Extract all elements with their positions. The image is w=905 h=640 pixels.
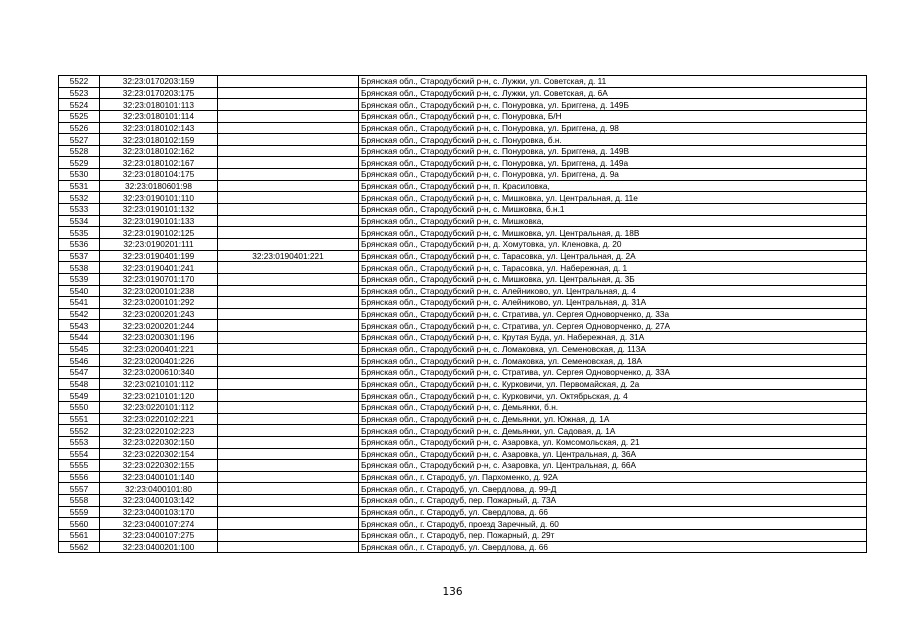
address-cell: Брянская обл., Стародубский р-н, с. Стратива, ул. Сергея Одноворченко, д. 33А <box>359 367 867 379</box>
row-number-cell: 5536 <box>59 238 100 250</box>
row-number-cell: 5551 <box>59 413 100 425</box>
row-number-cell: 5524 <box>59 99 100 111</box>
linked-cadastral-number-cell <box>218 273 359 285</box>
table-row <box>59 180 867 192</box>
address-cell: Брянская обл., Стародубский р-н, с. Мишковка, <box>359 215 867 227</box>
row-number-cell: 5537 <box>59 250 100 262</box>
table-row <box>59 297 867 309</box>
cadastral-number-cell: 32:23:0200201:244 <box>100 320 218 332</box>
cadastral-number-cell: 32:23:0400103:142 <box>100 495 218 507</box>
table-row <box>59 367 867 379</box>
linked-cadastral-number-cell <box>218 99 359 111</box>
registry-table <box>58 75 867 553</box>
table-row <box>59 378 867 390</box>
row-number-cell: 5533 <box>59 204 100 216</box>
linked-cadastral-number-cell <box>218 483 359 495</box>
table-row <box>59 157 867 169</box>
row-number-cell: 5532 <box>59 192 100 204</box>
linked-cadastral-number-cell <box>218 425 359 437</box>
table-row <box>59 134 867 146</box>
table-row <box>59 204 867 216</box>
cadastral-number-cell: 32:23:0200610:340 <box>100 367 218 379</box>
cadastral-number-cell: 32:23:0210101:120 <box>100 390 218 402</box>
table-row <box>59 460 867 472</box>
linked-cadastral-number-cell <box>218 506 359 518</box>
row-number-cell: 5529 <box>59 157 100 169</box>
table-row <box>59 541 867 553</box>
table-row <box>59 87 867 99</box>
linked-cadastral-number-cell <box>218 320 359 332</box>
linked-cadastral-number-cell <box>218 460 359 472</box>
table-row <box>59 192 867 204</box>
address-cell: Брянская обл., Стародубский р-н, с. Тарасовка, ул. Центральная, д. 2А <box>359 250 867 262</box>
linked-cadastral-number-cell <box>218 145 359 157</box>
row-number-cell: 5542 <box>59 308 100 320</box>
cadastral-number-cell: 32:23:0220102:223 <box>100 425 218 437</box>
cadastral-number-cell: 32:23:0400103:170 <box>100 506 218 518</box>
linked-cadastral-number-cell <box>218 448 359 460</box>
cadastral-number-cell: 32:23:0180101:113 <box>100 99 218 111</box>
address-cell: Брянская обл., Стародубский р-н, с. Понуровка, Б/Н <box>359 110 867 122</box>
cadastral-number-cell: 32:23:0190101:110 <box>100 192 218 204</box>
table-row <box>59 76 867 88</box>
cadastral-number-cell: 32:23:0180601:98 <box>100 180 218 192</box>
address-cell: Брянская обл., Стародубский р-н, с. Понуровка, ул. Бриггена, д. 9а <box>359 169 867 181</box>
row-number-cell: 5541 <box>59 297 100 309</box>
linked-cadastral-number-cell <box>218 204 359 216</box>
address-cell: Брянская обл., Стародубский р-н, с. Азаровка, ул. Центральная, д. 36А <box>359 448 867 460</box>
linked-cadastral-number-cell <box>218 529 359 541</box>
cadastral-number-cell: 32:23:0190102:125 <box>100 227 218 239</box>
row-number-cell: 5557 <box>59 483 100 495</box>
table-row <box>59 110 867 122</box>
linked-cadastral-number-cell <box>218 262 359 274</box>
address-cell: Брянская обл., Стародубский р-н, с. Демьянки, ул. Южная, д. 1А <box>359 413 867 425</box>
row-number-cell: 5534 <box>59 215 100 227</box>
table-row <box>59 308 867 320</box>
row-number-cell: 5556 <box>59 471 100 483</box>
address-cell: Брянская обл., Стародубский р-н, с. Лужки, ул. Советская, д. 11 <box>359 76 867 88</box>
linked-cadastral-number-cell <box>218 401 359 413</box>
row-number-cell: 5538 <box>59 262 100 274</box>
row-number-cell: 5558 <box>59 495 100 507</box>
row-number-cell: 5545 <box>59 343 100 355</box>
address-cell: Брянская обл., Стародубский р-н, с. Понуровка, б.н. <box>359 134 867 146</box>
address-cell: Брянская обл., Стародубский р-н, с. Мишковка, ул. Центральная, д. 3Б <box>359 273 867 285</box>
cadastral-number-cell: 32:23:0180102:159 <box>100 134 218 146</box>
cadastral-number-cell: 32:23:0200401:226 <box>100 355 218 367</box>
table-row <box>59 425 867 437</box>
linked-cadastral-number-cell <box>218 76 359 88</box>
linked-cadastral-number-cell <box>218 332 359 344</box>
table-row <box>59 436 867 448</box>
row-number-cell: 5525 <box>59 110 100 122</box>
table-row <box>59 483 867 495</box>
row-number-cell: 5552 <box>59 425 100 437</box>
table-row <box>59 99 867 111</box>
row-number-cell: 5559 <box>59 506 100 518</box>
address-cell: Брянская обл., г. Стародуб, проезд Заречный, д. 60 <box>359 518 867 530</box>
table-row <box>59 262 867 274</box>
address-cell: Брянская обл., г. Стародуб, ул. Свердлова, д. 99-Д <box>359 483 867 495</box>
address-cell: Брянская обл., г. Стародуб, ул. Свердлова, д. 66 <box>359 506 867 518</box>
address-cell: Брянская обл., Стародубский р-н, с. Понуровка, ул. Бриггена, д. 149а <box>359 157 867 169</box>
table-row <box>59 506 867 518</box>
table-row <box>59 413 867 425</box>
cadastral-number-cell: 32:23:0180101:114 <box>100 110 218 122</box>
address-cell: Брянская обл., Стародубский р-н, с. Мишковка, б.н.1 <box>359 204 867 216</box>
row-number-cell: 5530 <box>59 169 100 181</box>
cadastral-number-cell: 32:23:0200201:243 <box>100 308 218 320</box>
table-row <box>59 273 867 285</box>
cadastral-number-cell: 32:23:0200101:238 <box>100 285 218 297</box>
linked-cadastral-number-cell <box>218 390 359 402</box>
linked-cadastral-number-cell <box>218 367 359 379</box>
table-row <box>59 355 867 367</box>
cadastral-number-cell: 32:23:0400107:274 <box>100 518 218 530</box>
cadastral-number-cell: 32:23:0220302:150 <box>100 436 218 448</box>
linked-cadastral-number-cell <box>218 122 359 134</box>
linked-cadastral-number-cell <box>218 238 359 250</box>
table-row <box>59 169 867 181</box>
address-cell: Брянская обл., Стародубский р-н, с. Демьянки, б.н. <box>359 401 867 413</box>
linked-cadastral-number-cell <box>218 436 359 448</box>
address-cell: Брянская обл., г. Стародуб, пер. Пожарный, д. 73А <box>359 495 867 507</box>
cadastral-number-cell: 32:23:0180102:143 <box>100 122 218 134</box>
linked-cadastral-number-cell <box>218 180 359 192</box>
cadastral-number-cell: 32:23:0190701:170 <box>100 273 218 285</box>
row-number-cell: 5560 <box>59 518 100 530</box>
address-cell: Брянская обл., Стародубский р-н, с. Алейниково, ул. Центральная, д. 4 <box>359 285 867 297</box>
linked-cadastral-number-cell <box>218 541 359 553</box>
table-row <box>59 448 867 460</box>
table-row <box>59 122 867 134</box>
linked-cadastral-number-cell <box>218 215 359 227</box>
cadastral-number-cell: 32:23:0220302:154 <box>100 448 218 460</box>
address-cell: Брянская обл., Стародубский р-н, с. Курковичи, ул. Октябрьская, д. 4 <box>359 390 867 402</box>
row-number-cell: 5554 <box>59 448 100 460</box>
row-number-cell: 5547 <box>59 367 100 379</box>
row-number-cell: 5522 <box>59 76 100 88</box>
linked-cadastral-number-cell: 32:23:0190401:221 <box>218 250 359 262</box>
address-cell: Брянская обл., Стародубский р-н, с. Мишковка, ул. Центральная, д. 18В <box>359 227 867 239</box>
linked-cadastral-number-cell <box>218 192 359 204</box>
row-number-cell: 5527 <box>59 134 100 146</box>
linked-cadastral-number-cell <box>218 110 359 122</box>
linked-cadastral-number-cell <box>218 413 359 425</box>
address-cell: Брянская обл., г. Стародуб, ул. Пархоменко, д. 92А <box>359 471 867 483</box>
row-number-cell: 5531 <box>59 180 100 192</box>
linked-cadastral-number-cell <box>218 169 359 181</box>
cadastral-number-cell: 32:23:0220101:112 <box>100 401 218 413</box>
table-row <box>59 401 867 413</box>
address-cell: Брянская обл., Стародубский р-н, с. Понуровка, ул. Бриггена, д. 98 <box>359 122 867 134</box>
cadastral-number-cell: 32:23:0200301:196 <box>100 332 218 344</box>
address-cell: Брянская обл., Стародубский р-н, д. Хомутовка, ул. Кленовка, д. 20 <box>359 238 867 250</box>
address-cell: Брянская обл., Стародубский р-н, с. Демьянки, ул. Садовая, д. 1А <box>359 425 867 437</box>
row-number-cell: 5561 <box>59 529 100 541</box>
cadastral-number-cell: 32:23:0190401:199 <box>100 250 218 262</box>
table-row <box>59 518 867 530</box>
cadastral-number-cell: 32:23:0180104:175 <box>100 169 218 181</box>
cadastral-number-cell: 32:23:0190101:132 <box>100 204 218 216</box>
linked-cadastral-number-cell <box>218 87 359 99</box>
cadastral-number-cell: 32:23:0400101:140 <box>100 471 218 483</box>
cadastral-number-cell: 32:23:0190101:133 <box>100 215 218 227</box>
address-cell: Брянская обл., Стародубский р-н, с. Тарасовка, ул. Набережная, д. 1 <box>359 262 867 274</box>
table-row <box>59 495 867 507</box>
linked-cadastral-number-cell <box>218 297 359 309</box>
cadastral-number-cell: 32:23:0400201:100 <box>100 541 218 553</box>
address-cell: Брянская обл., Стародубский р-н, с. Азаровка, ул. Центральная, д. 66А <box>359 460 867 472</box>
row-number-cell: 5528 <box>59 145 100 157</box>
row-number-cell: 5523 <box>59 87 100 99</box>
row-number-cell: 5549 <box>59 390 100 402</box>
row-number-cell: 5535 <box>59 227 100 239</box>
linked-cadastral-number-cell <box>218 471 359 483</box>
linked-cadastral-number-cell <box>218 343 359 355</box>
table-row <box>59 320 867 332</box>
cadastral-number-cell: 32:23:0180102:162 <box>100 145 218 157</box>
linked-cadastral-number-cell <box>218 134 359 146</box>
cadastral-number-cell: 32:23:0200401:221 <box>100 343 218 355</box>
cadastral-number-cell: 32:23:0400101:80 <box>100 483 218 495</box>
cadastral-number-cell: 32:23:0170203:175 <box>100 87 218 99</box>
address-cell: Брянская обл., Стародубский р-н, с. Курковичи, ул. Первомайская, д. 2а <box>359 378 867 390</box>
row-number-cell: 5540 <box>59 285 100 297</box>
address-cell: Брянская обл., г. Стародуб, ул. Свердлова, д. 66 <box>359 541 867 553</box>
cadastral-number-cell: 32:23:0400107:275 <box>100 529 218 541</box>
cadastral-number-cell: 32:23:0200101:292 <box>100 297 218 309</box>
address-cell: Брянская обл., Стародубский р-н, с. Стратива, ул. Сергея Одноворченко, д. 33а <box>359 308 867 320</box>
table-row <box>59 238 867 250</box>
table-row <box>59 215 867 227</box>
linked-cadastral-number-cell <box>218 378 359 390</box>
address-cell: Брянская обл., г. Стародуб, пер. Пожарный, д. 29т <box>359 529 867 541</box>
row-number-cell: 5544 <box>59 332 100 344</box>
address-cell: Брянская обл., Стародубский р-н, с. Крутая Буда, ул. Набережная, д. 31А <box>359 332 867 344</box>
address-cell: Брянская обл., Стародубский р-н, с. Понуровка, ул. Бриггена, д. 149В <box>359 145 867 157</box>
linked-cadastral-number-cell <box>218 495 359 507</box>
table-row <box>59 343 867 355</box>
cadastral-number-cell: 32:23:0170203:159 <box>100 76 218 88</box>
cadastral-number-cell: 32:23:0190401:241 <box>100 262 218 274</box>
row-number-cell: 5548 <box>59 378 100 390</box>
table-row <box>59 145 867 157</box>
linked-cadastral-number-cell <box>218 285 359 297</box>
table-row <box>59 332 867 344</box>
address-cell: Брянская обл., Стародубский р-н, с. Азаровка, ул. Комсомольская, д. 21 <box>359 436 867 448</box>
cadastral-number-cell: 32:23:0180102:167 <box>100 157 218 169</box>
address-cell: Брянская обл., Стародубский р-н, с. Ломаковка, ул. Семеновская, д. 113А <box>359 343 867 355</box>
cadastral-number-cell: 32:23:0220102:221 <box>100 413 218 425</box>
page-number: 136 <box>442 586 463 598</box>
cadastral-number-cell: 32:23:0210101:112 <box>100 378 218 390</box>
table-row <box>59 250 867 262</box>
row-number-cell: 5550 <box>59 401 100 413</box>
address-cell: Брянская обл., Стародубский р-н, с. Мишковка, ул. Центральная, д. 11е <box>359 192 867 204</box>
row-number-cell: 5546 <box>59 355 100 367</box>
address-cell: Брянская обл., Стародубский р-н, с. Ломаковка, ул. Семеновская, д. 18А <box>359 355 867 367</box>
row-number-cell: 5543 <box>59 320 100 332</box>
table-row <box>59 227 867 239</box>
cadastral-number-cell: 32:23:0190201:111 <box>100 238 218 250</box>
linked-cadastral-number-cell <box>218 308 359 320</box>
linked-cadastral-number-cell <box>218 518 359 530</box>
address-cell: Брянская обл., Стародубский р-н, п. Красиловка, <box>359 180 867 192</box>
table-row <box>59 529 867 541</box>
row-number-cell: 5526 <box>59 122 100 134</box>
linked-cadastral-number-cell <box>218 157 359 169</box>
address-cell: Брянская обл., Стародубский р-н, с. Лужки, ул. Советская, д. 6А <box>359 87 867 99</box>
address-cell: Брянская обл., Стародубский р-н, с. Стратива, ул. Сергея Одноворченко, д. 27А <box>359 320 867 332</box>
row-number-cell: 5555 <box>59 460 100 472</box>
table-row <box>59 285 867 297</box>
registry-table-body <box>59 76 867 553</box>
linked-cadastral-number-cell <box>218 355 359 367</box>
cadastral-number-cell: 32:23:0220302:155 <box>100 460 218 472</box>
linked-cadastral-number-cell <box>218 227 359 239</box>
address-cell: Брянская обл., Стародубский р-н, с. Алейниково, ул. Центральная, д. 31А <box>359 297 867 309</box>
row-number-cell: 5539 <box>59 273 100 285</box>
table-row <box>59 390 867 402</box>
address-cell: Брянская обл., Стародубский р-н, с. Понуровка, ул. Бриггена, д. 149Б <box>359 99 867 111</box>
row-number-cell: 5562 <box>59 541 100 553</box>
row-number-cell: 5553 <box>59 436 100 448</box>
table-row <box>59 471 867 483</box>
